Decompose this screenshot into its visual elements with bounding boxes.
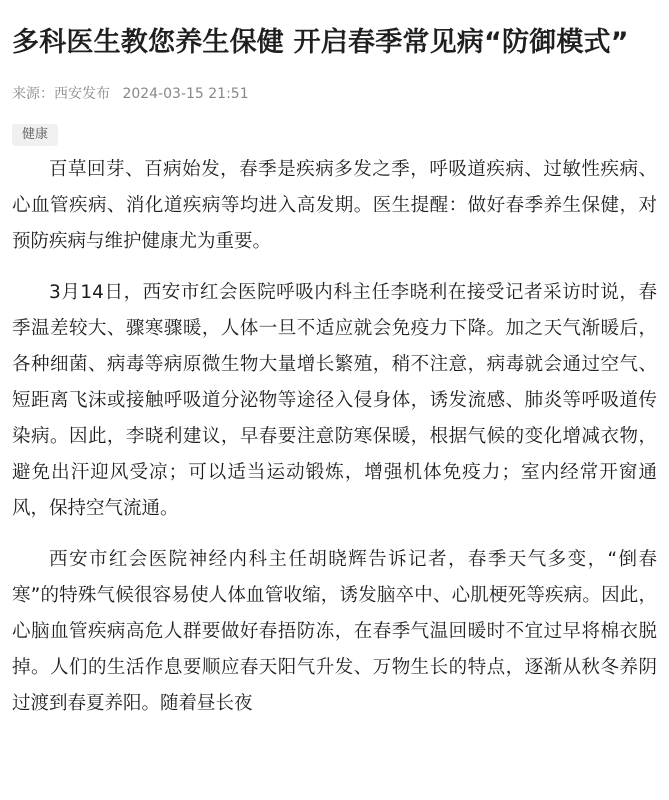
category-tag[interactable]: 健康 [12, 124, 58, 146]
paragraph-3: 西安市红会医院神经内科主任胡晓辉告诉记者，春季天气多变，“倒春寒”的特殊气候很容易使人体血管收缩，诱发脑卒中、心肌梗死等疾病。因此，心脑血管疾病高危人群要做好春捂防冻，在春季气温回暖时不宜过早将棉衣脱掉。人们的生活作息要顺应春天阳气升发、万物生长的特点，逐渐从秋冬养阴过渡到春夏养阳。随着昼长夜 [12, 549, 657, 714]
article-body [12, 152, 657, 722]
paragraph-1: 百草回芽、百病始发，春季是疾病多发之季，呼吸道疾病、过敏性疾病、心血管疾病、消化道疾病等均进入高发期。医生提醒：做好春季养生保健，对预防疾病与维护健康尤为重要。 [12, 159, 657, 252]
article-datetime: 2024-03-15 21:51 [122, 86, 249, 102]
article-meta [12, 84, 657, 104]
paragraph-2: 3月14日，西安市红会医院呼吸内科主任李晓利在接受记者采访时说，春季温差较大、骤寒骤暖，人体一旦不适应就会免疫力下降。加之天气渐暖后，各种细菌、病毒等病原微生物大量增长繁殖，稍不注意，病毒就会通过空气、短距离飞沫或接触呼吸道分泌物等途径入侵身体，诱发流感、肺炎等呼吸道传染病。因此，李晓利建议，早春要注意防寒保暖，根据气候的变化增减衣物，避免出汗迎风受凉；可以适当运动锻炼，增强机体免疫力；室内经常开窗通风，保持空气流通。 [12, 282, 657, 519]
article-source: 来源：西安发布 [12, 86, 110, 102]
bottom-fade [0, 764, 669, 800]
article-title: 多科医生教您养生保健 开启春季常见病“防御模式” [12, 27, 629, 58]
